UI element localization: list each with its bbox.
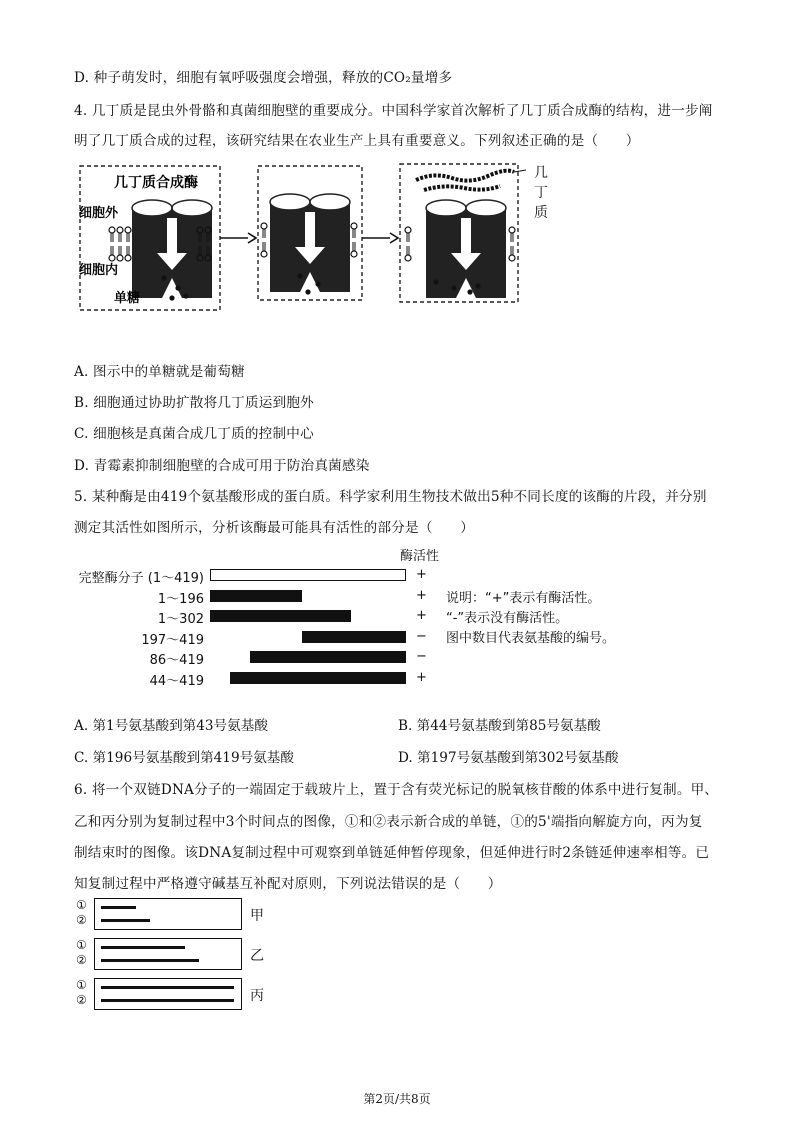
fragment-bar — [210, 610, 351, 622]
new-strand-1 — [101, 946, 185, 949]
q6-stem-line3: 制结束时的图像。该DNA复制过程中可观察到单链延伸暂停现象，但延伸进行时2条链延伸速率相等。已 — [74, 845, 710, 861]
q6-stem-line4: 知复制过程中严格遵守碱基互补配对原则，下列说法错误的是（ ） — [74, 876, 502, 892]
bar-label: 完整酶分子 (1～419) — [78, 571, 204, 586]
chitin-label: 几丁质 — [534, 165, 548, 221]
new-strand-2 — [101, 999, 234, 1002]
page-footer: 第2页/共8页 — [363, 1092, 431, 1106]
new-strand-1 — [101, 986, 234, 989]
bar-label: 197～419 — [141, 632, 204, 648]
strand-1-marker: ① — [76, 938, 87, 952]
dna-panel-frame — [94, 938, 242, 970]
new-strand-2 — [101, 919, 150, 922]
activity-sign: + — [416, 567, 427, 582]
fragment-bar — [210, 569, 406, 581]
q6-stem-line2: 乙和丙分别为复制过程中3个时间点的图像，①和②表示新合成的单链，①的5'端指向解旋方向，丙为复 — [74, 814, 703, 830]
strand-1-marker: ① — [76, 978, 87, 992]
chitin-synthase-diagram — [74, 160, 534, 320]
note-line2: “-”表示没有酶活性。 — [446, 611, 569, 626]
activity-sign: + — [416, 587, 427, 603]
strand-2-marker: ② — [76, 953, 87, 967]
q4-stem-line1: 4. 几丁质是昆虫外骨骼和真菌细胞壁的重要成分。中国科学家首次解析了几丁质合成酶的结构，进一步阐 — [74, 103, 713, 119]
activity-header: 酶活性 — [400, 549, 440, 564]
q4-option-b: B. 细胞通过协助扩散将几丁质运到胞外 — [74, 395, 314, 411]
fragment-bar — [210, 590, 302, 602]
strand-2-marker: ② — [76, 913, 87, 927]
q6-dna-panels — [76, 898, 296, 1018]
q5-option-a: A. 第1号氨基酸到第43号氨基酸 — [74, 718, 268, 734]
monosaccharide-label: 单糖 — [114, 291, 141, 306]
activity-sign: + — [416, 669, 427, 685]
enzyme-shape-2 — [270, 194, 350, 292]
fragment-bar — [250, 651, 406, 663]
enzyme-shape-1 — [132, 200, 212, 298]
fragment-bar — [230, 672, 406, 684]
enzyme-label: 几丁质合成酶 — [114, 175, 198, 191]
new-strand-1 — [101, 906, 136, 909]
q5-stem-line1: 5. 某种酶是由419个氨基酸形成的蛋白质。科学家利用生物技术做出5种不同长度的该酶的片段，并分别 — [74, 489, 707, 505]
q5-stem-line2: 测定其活性如图所示，分析该酶最可能具有活性的部分是（ ） — [74, 520, 475, 536]
new-strand-2 — [101, 959, 199, 962]
dna-panel-frame — [94, 978, 242, 1010]
q4-option-c: C. 细胞核是真菌合成几丁质的控制中心 — [74, 426, 314, 442]
panel-name: 乙 — [250, 948, 264, 964]
panel-name: 丙 — [250, 988, 264, 1004]
inside-label: 细胞内 — [79, 263, 119, 278]
q4-stem-line2: 明了几丁质合成的过程，该研究结果在农业生产上具有重要意义。下列叙述正确的是（ ） — [74, 133, 640, 149]
q5-option-d: D. 第197号氨基酸到第302号氨基酸 — [398, 750, 619, 766]
note-line3: 图中数目代表氨基酸的编号。 — [446, 631, 616, 646]
note-line1: 说明：“+”表示有酶活性。 — [446, 591, 601, 606]
bar-label: 86～419 — [149, 653, 204, 668]
q6-stem-line1: 6. 将一个双链DNA分子的一端固定于载玻片上，置于含有荧光标记的脱氧核苷酸的体系中进行复制。甲、 — [74, 782, 719, 798]
q4-option-d: D. 青霉素抑制细胞壁的合成可用于防治真菌感染 — [74, 458, 370, 474]
bar-label: 1～302 — [157, 612, 204, 627]
dna-panel-frame — [94, 898, 242, 930]
bar-label: 1～196 — [157, 591, 204, 607]
activity-sign: − — [416, 649, 427, 664]
strand-1-marker: ① — [76, 898, 87, 912]
q4-option-a: A. 图示中的单糖就是葡萄糖 — [74, 364, 245, 380]
q4-diagram — [74, 160, 548, 320]
strand-2-marker: ② — [76, 993, 87, 1007]
panel-name: 甲 — [250, 908, 264, 924]
outside-label: 细胞外 — [79, 206, 119, 221]
activity-sign: − — [416, 628, 427, 644]
q5-option-b: B. 第44号氨基酸到第85号氨基酸 — [398, 718, 601, 734]
activity-sign: + — [416, 608, 427, 623]
chitin-chain — [416, 171, 514, 181]
fragment-bar — [302, 631, 406, 643]
q3-option-d: D. 种子萌发时，细胞有氧呼吸强度会增强，释放的CO₂量增多 — [74, 70, 453, 86]
bar-label: 44～419 — [149, 673, 204, 689]
q5-option-c: C. 第196号氨基酸到第419号氨基酸 — [74, 750, 294, 766]
q5-activity-chart — [74, 545, 674, 695]
